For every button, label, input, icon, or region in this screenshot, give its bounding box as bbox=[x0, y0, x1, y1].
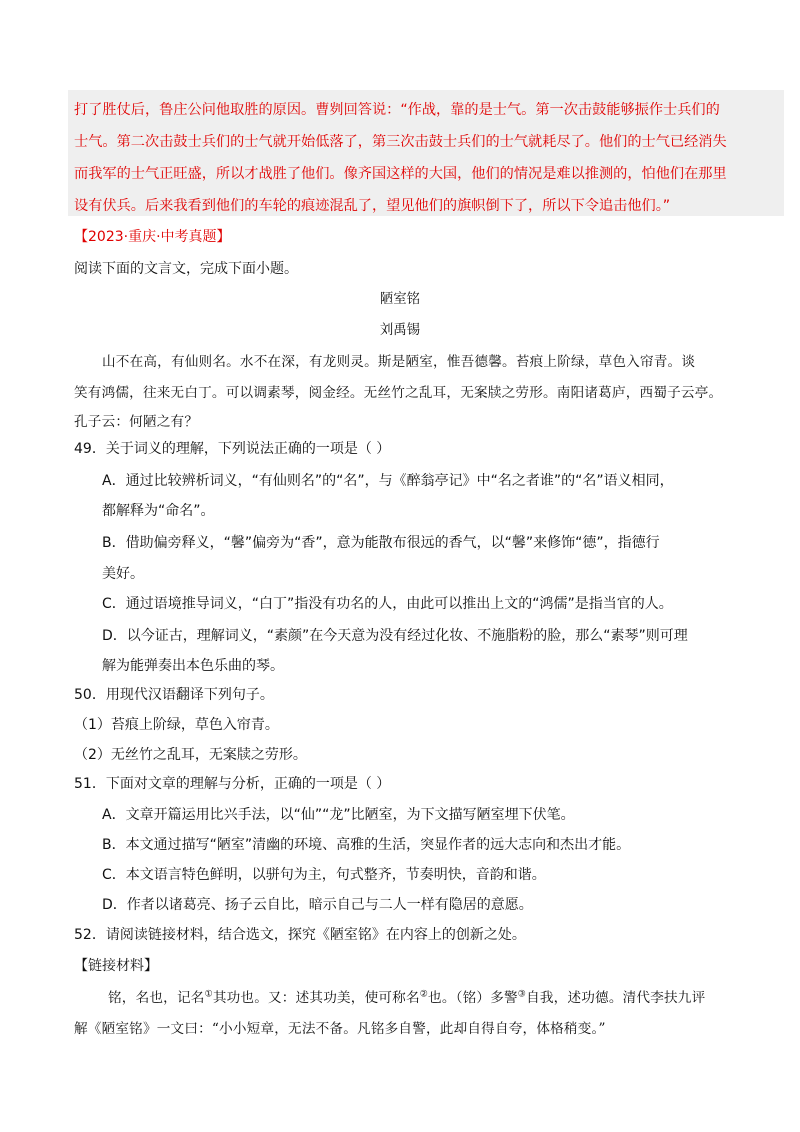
footnote-mark: ② bbox=[419, 989, 429, 1000]
passage-line: 山不在高，有仙则名。水不在深，有龙则灵。斯是陋室，惟吾德馨。苔痕上阶绿，草色入帘青。谈 bbox=[102, 354, 696, 370]
q50-sentence-1: （1）苔痕上阶绿，草色入帘青。 bbox=[74, 717, 279, 733]
passage-author: 刘禹锡 bbox=[379, 323, 421, 338]
q51-option-a: A．文章开篇运用比兴手法，以“仙”“龙”比陋室，为下文描写陋室埋下伏笔。 bbox=[102, 807, 575, 823]
footnote-mark: ① bbox=[204, 989, 213, 1000]
q49-option-a-cont: 都解释为“命名”。 bbox=[102, 503, 215, 519]
footnote-mark: ③ bbox=[517, 989, 527, 1000]
link-material-heading: 【链接材料】 bbox=[74, 958, 158, 974]
link-material-line: 解《陋室铭》一文曰：“小小短章，无法不备。凡铭多自警，此却自得自夸，体格稍变。” bbox=[74, 1021, 606, 1037]
instruction: 阅读下面的文言文，完成下面小题。 bbox=[74, 261, 298, 277]
question-51-stem: 51．下面对文章的理解与分析，正确的一项是（ ） bbox=[74, 776, 391, 792]
answer-line: 设有伏兵。后来我看到他们的车轮的痕迹混乱了，望见他们的旗帜倒下了，所以下令追击他们。” bbox=[74, 198, 671, 214]
q51-option-d: D．作者以诸葛亮、扬子云自比，暗示自己与二人一样有隐居的意愿。 bbox=[102, 897, 533, 913]
q50-sentence-2: （2）无丝竹之乱耳，无案牍之劳形。 bbox=[74, 747, 307, 763]
question-49-stem: 49．关于词义的理解，下列说法正确的一项是（ ） bbox=[74, 441, 391, 457]
q49-option-b: B．借助偏旁释义，“馨”偏旁为“香”，意为能散布很远的香气，以“馨”来修饰“德”，指德行 bbox=[102, 535, 660, 551]
question-50-stem: 50．用现代汉语翻译下列句子。 bbox=[74, 687, 274, 703]
q49-option-d-cont: 解为能弹奏出本色乐曲的琴。 bbox=[102, 658, 284, 674]
q49-option-d: D．以今证古，理解词义，“素颜”在今天意为没有经过化妆、不施脂粉的脸，那么“素琴”则可理 bbox=[102, 628, 688, 644]
question-52-stem: 52．请阅读链接材料，结合选文，探究《陋室铭》在内容上的创新之处。 bbox=[74, 927, 526, 943]
q49-option-c: C．通过语境推导词义，“白丁”指没有功名的人，由此可以推出上文的“鸿儒”是指当官的人。 bbox=[102, 596, 673, 612]
link-material-line: 铭，名也，记名①其功也。又：述其功美，使可称名②也。（铭）多警③自我，述功德。清代李扶九评 bbox=[108, 989, 706, 1006]
answer-line: 打了胜仗后，鲁庄公问他取胜的原因。曹刿回答说：“作战，靠的是士气。第一次击鼓能够振作士兵们的 bbox=[74, 102, 720, 118]
source-tag: 【2023·重庆·中考真题】 bbox=[74, 229, 231, 245]
q51-option-c: C．本文语言特色鲜明，以骈句为主，句式整齐，节奏明快，音韵和谐。 bbox=[102, 867, 546, 883]
passage-line: 孔子云：何陋之有？ bbox=[74, 414, 199, 430]
q51-option-b: B．本文通过描写“陋室”清幽的环境、高雅的生活，突显作者的远大志向和杰出才能。 bbox=[102, 837, 631, 853]
q49-option-a: A．通过比较辨析词义，“有仙则名”的“名”，与《醉翁亭记》中“名之者谁”的“名”语义相同， bbox=[102, 473, 674, 489]
q49-option-b-cont: 美好。 bbox=[102, 566, 144, 582]
passage-title: 陋室铭 bbox=[379, 292, 421, 307]
answer-line: 士气。第二次击鼓士兵们的士气就开始低落了，第三次击鼓士兵们的士气就耗尽了。他们的士气已经消失 bbox=[74, 134, 727, 150]
answer-line: 而我军的士气正旺盛，所以才战胜了他们。像齐国这样的大国，他们的情况是难以推测的，怕他们在那里 bbox=[74, 166, 727, 182]
passage-line: 笑有鸿儒，往来无白丁。可以调素琴，阅金经。无丝竹之乱耳，无案牍之劳形。南阳诸葛庐，西蜀子云亭。 bbox=[74, 385, 723, 401]
